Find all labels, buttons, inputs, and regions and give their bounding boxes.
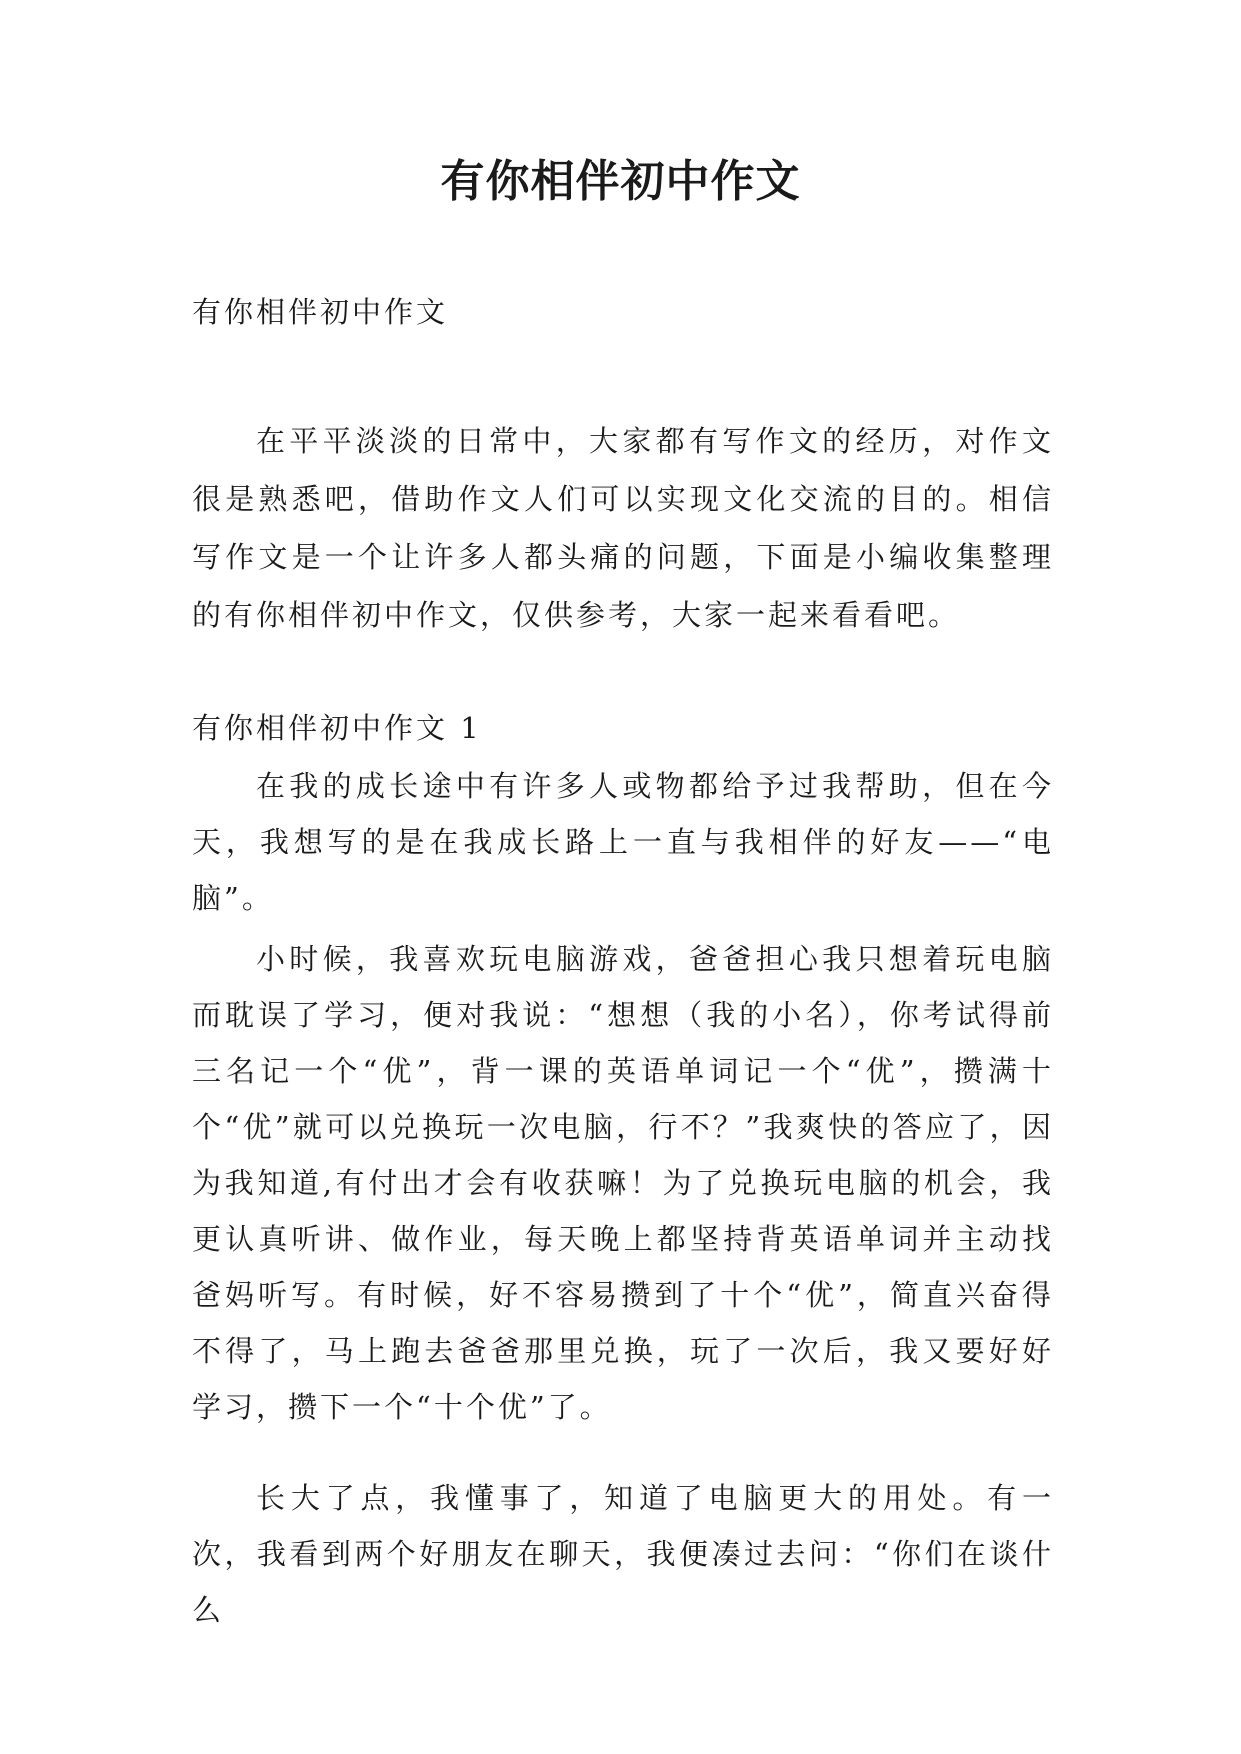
section-heading: 有你相伴初中作文 1 <box>192 711 482 745</box>
body-paragraph-3: 长大了点，我懂事了，知道了电脑更大的用处。有一次，我看到两个好朋友在聊天，我便凑过去问：“你们在谈什么 <box>192 1481 1054 1627</box>
body-paragraph-1: 在我的成长途中有许多人或物都给予过我帮助，但在今天，我想写的是在我成长路上一直与我相伴的好友——“电脑”。 <box>192 769 1054 915</box>
document-title: 有你相伴初中作文 <box>440 156 801 207</box>
intro-paragraph: 在平平淡淡的日常中，大家都有写作文的经历，对作文很是熟悉吧，借助作文人们可以实现文化交流的目的。相信写作文是一个让许多人都头痛的问题，下面是小编收集整理的有你相伴初中作文，仅供参考，大家一起来看看吧。 <box>192 424 1054 632</box>
body-paragraph-2: 小时候，我喜欢玩电脑游戏，爸爸担心我只想着玩电脑而耽误了学习，便对我说：“想想（我的小名），你考试得前三名记一个“优”，背一课的英语单词记一个“优”，攒满十个“优”就可以兑换玩一次电脑，行不？”我爽快的答应了，因为我知道,有付出才会有收获嘛！为了兑换玩电脑的机会，我更认真听讲、做作业，每天晚上都坚持背英语单词并主动找爸妈听写。有时候，好不容易攒到了十个“优”，简直兴奋得不得了，马上跑去爸爸那里兑换，玩了一次后，我又要好好学习，攒下一个“十个优”了。 <box>192 942 1054 1424</box>
document-subtitle: 有你相伴初中作文 <box>192 295 449 329</box>
